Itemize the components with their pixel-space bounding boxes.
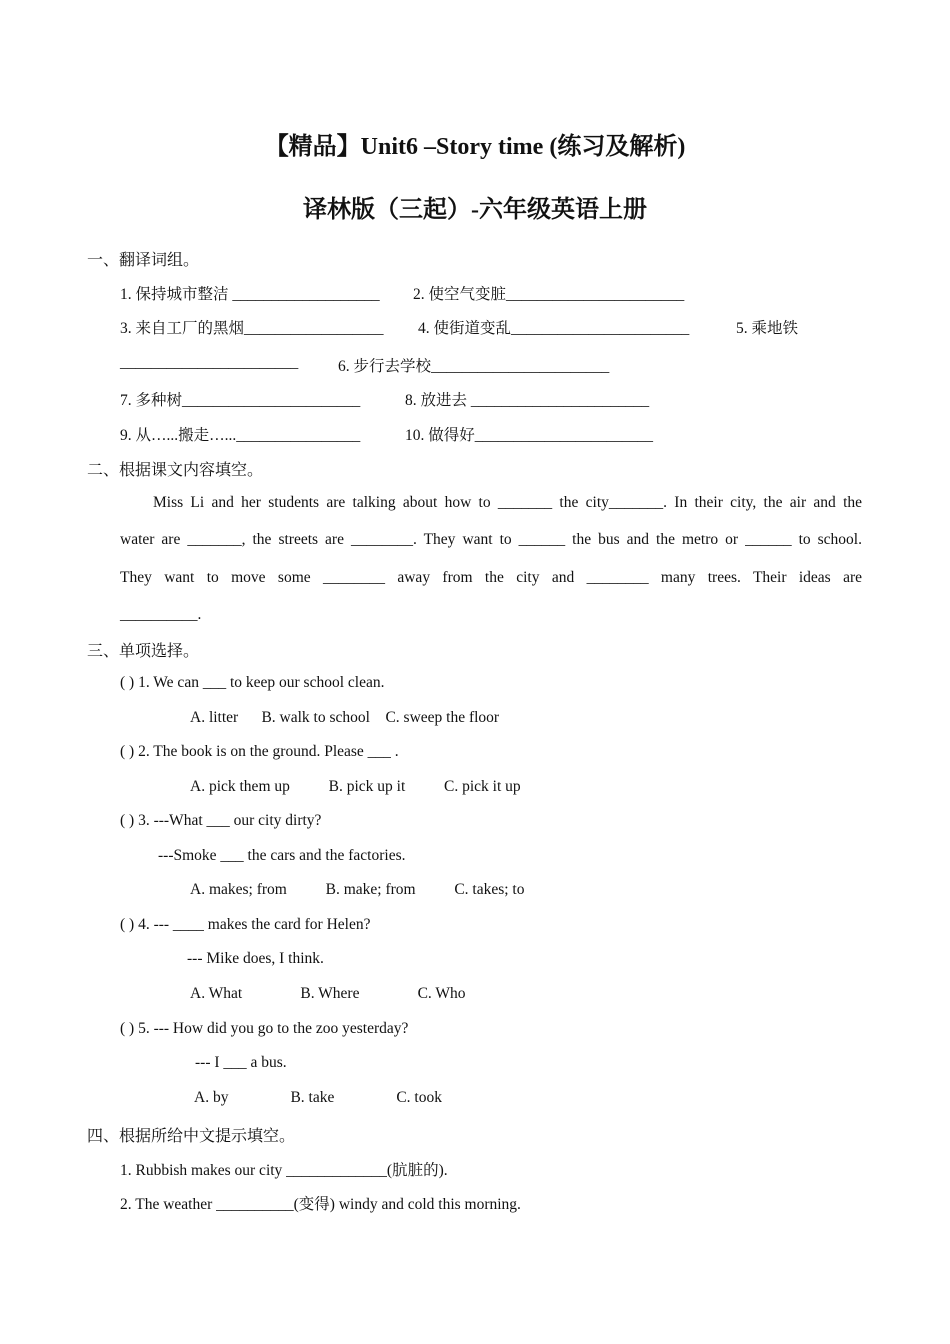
passage-line-2: water are _______, the streets are ________. They want to ______ the bus and the metro or ______ to school. — [120, 531, 862, 548]
mc-question-3: ( ) 3. ---What ___ our city dirty? — [120, 812, 322, 829]
translate-item-9: 9. 从…...搬走…...________________ — [120, 427, 361, 444]
mc-question-1: ( ) 1. We can ___ to keep our school clean. — [120, 674, 385, 691]
translate-item-5-blank: _______________________ — [120, 354, 299, 371]
page-title: 【精品】Unit6 –Story time (练习及解析) — [264, 134, 686, 160]
mc-question-2: ( ) 2. The book is on the ground. Please ___ . — [120, 743, 399, 760]
translate-item-4: 4. 使街道变乱_______________________ — [418, 320, 690, 337]
mc-question-4-line-2: --- Mike does, I think. — [187, 950, 324, 967]
mc-options-4: A. What B. Where C. Who — [190, 985, 466, 1002]
translate-item-5: 5. 乘地铁 — [736, 320, 799, 337]
translate-item-3: 3. 来自工厂的黑烟__________________ — [120, 320, 384, 337]
section-heading-4: 四、根据所给中文提示填空。 — [87, 1126, 296, 1145]
mc-question-5: ( ) 5. --- How did you go to the zoo yesterday? — [120, 1020, 409, 1037]
passage-line-1: Miss Li and her students are talking about how to _______ the city_______. In their city, the air and the — [153, 494, 862, 511]
mc-question-4: ( ) 4. --- ____ makes the card for Helen? — [120, 916, 371, 933]
translate-item-6: 6. 步行去学校_______________________ — [338, 358, 610, 375]
mc-question-3-line-2: ---Smoke ___ the cars and the factories. — [158, 847, 406, 864]
passage-line-3: They want to move some ________ away from the city and ________ many trees. Their ideas are — [120, 569, 862, 586]
translate-item-1: 1. 保持城市整洁 ___________________ — [120, 286, 380, 303]
fill-item-2: 2. The weather __________(变得) windy and cold this morning. — [120, 1196, 521, 1213]
fill-item-1: 1. Rubbish makes our city _____________(肮脏的). — [120, 1162, 448, 1179]
passage-line-4: __________. — [120, 606, 202, 623]
section-heading-2: 二、根据课文内容填空。 — [87, 460, 264, 479]
translate-item-7: 7. 多种树_______________________ — [120, 392, 361, 409]
section-heading-3: 三、单项选择。 — [87, 641, 200, 660]
mc-question-5-line-2: --- I ___ a bus. — [195, 1054, 287, 1071]
page-subtitle: 译林版（三起）-六年级英语上册 — [303, 197, 647, 223]
section-heading-1: 一、翻译词组。 — [87, 250, 200, 269]
mc-options-2: A. pick them up B. pick up it C. pick it up — [190, 778, 521, 795]
mc-options-1: A. litter B. walk to school C. sweep the floor — [190, 709, 500, 726]
translate-item-8: 8. 放进去 _______________________ — [405, 392, 650, 409]
translate-item-10: 10. 做得好_______________________ — [405, 427, 654, 444]
mc-options-3: A. makes; from B. make; from C. takes; to — [190, 881, 525, 898]
mc-options-5: A. by B. take C. took — [194, 1089, 442, 1106]
translate-item-2: 2. 使空气变脏_______________________ — [413, 286, 685, 303]
